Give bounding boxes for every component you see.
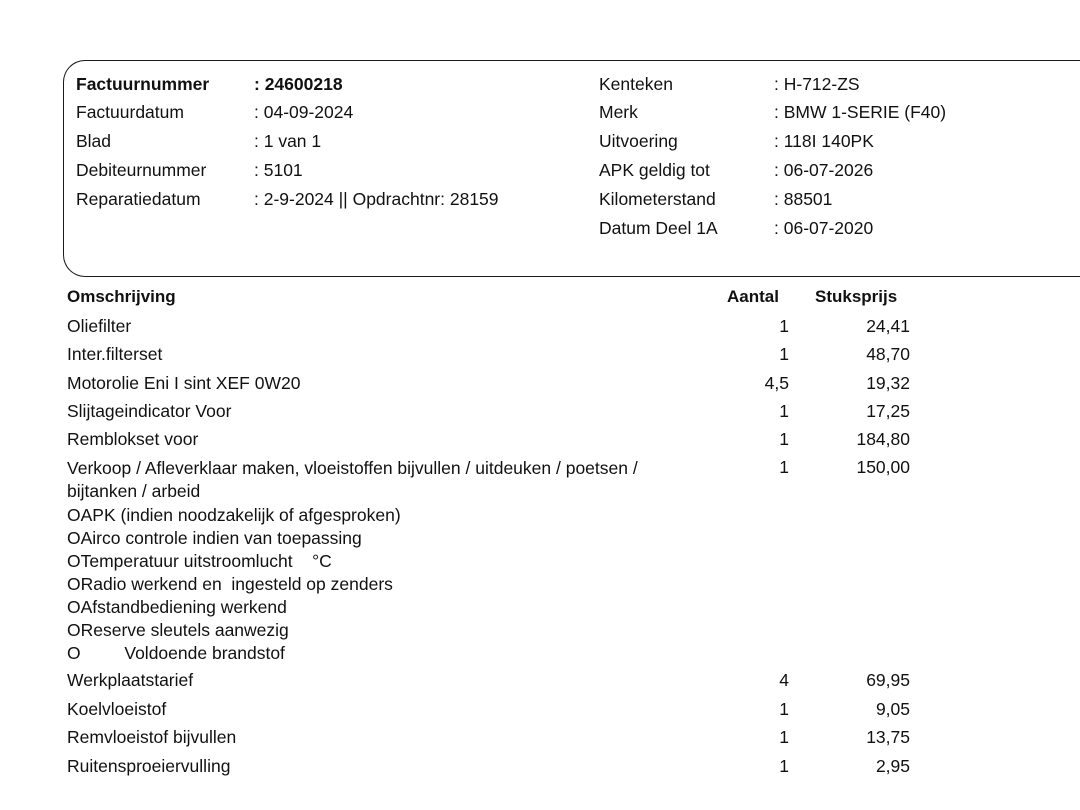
apk-valid-value: : 06-07-2026 [774, 160, 874, 180]
apk-valid-label: APK geldig tot [599, 160, 710, 180]
row-unit-price: 48,70 [866, 344, 910, 364]
row-quantity: 1 [779, 457, 789, 477]
invoice-date-label: Factuurdatum [76, 102, 184, 122]
column-header-unit-price: Stuksprijs [815, 287, 898, 306]
brand-value: : BMW 1-SERIE (F40) [774, 102, 947, 122]
date-part-1a-value: : 06-07-2020 [774, 218, 874, 238]
license-plate-label: Kenteken [599, 74, 673, 94]
invoice-header-box [63, 60, 1080, 277]
checklist-item: OReserve sleutels aanwezig [67, 620, 289, 640]
row-quantity: 4,5 [764, 373, 789, 393]
row-unit-price: 13,75 [866, 727, 910, 747]
row-description: Verkoop / Afleverklaar maken, vloeistoffen bijvullen / uitdeuken / poetsen / bijtanken / arbeid [67, 458, 638, 501]
row-quantity: 1 [779, 316, 789, 336]
row-description: Inter.filterset [67, 344, 163, 364]
row-unit-price: 24,41 [866, 316, 910, 336]
checklist-item: O Voldoende brandstof [67, 643, 285, 663]
row-unit-price: 19,32 [866, 373, 910, 393]
checklist-item: OAPK (indien noodzakelijk of afgesproken) [67, 505, 401, 525]
row-unit-price: 150,00 [856, 457, 910, 477]
page-value: : 1 van 1 [254, 131, 322, 151]
row-quantity: 4 [779, 670, 789, 690]
invoice-date-value: : 04-09-2024 [254, 102, 354, 122]
version-label: Uitvoering [599, 131, 678, 151]
invoice-number-value: : 24600218 [254, 74, 343, 94]
row-unit-price: 17,25 [866, 401, 910, 421]
row-description: Oliefilter [67, 316, 132, 336]
checklist-item: OTemperatuur uitstroomlucht °C [67, 551, 332, 571]
row-description: Ruitensproeiervulling [67, 756, 231, 776]
row-description: Koelvloeistof [67, 699, 167, 719]
row-description: Werkplaatstarief [67, 670, 194, 690]
invoice-number-label: Factuurnummer [76, 74, 210, 94]
row-quantity: 1 [779, 756, 789, 776]
debtor-number-label: Debiteurnummer [76, 160, 207, 180]
row-description: Remvloeistof bijvullen [67, 727, 237, 747]
row-quantity: 1 [779, 699, 789, 719]
row-unit-price: 184,80 [856, 429, 910, 449]
row-description: Remblokset voor [67, 429, 199, 449]
checklist-item: ORadio werkend en ingesteld op zenders [67, 574, 393, 594]
row-quantity: 1 [779, 344, 789, 364]
row-unit-price: 69,95 [866, 670, 910, 690]
repair-date-label: Reparatiedatum [76, 189, 201, 209]
mileage-label: Kilometerstand [599, 189, 716, 209]
page-label: Blad [76, 131, 112, 151]
row-quantity: 1 [779, 727, 789, 747]
row-description: Slijtageindicator Voor [67, 401, 232, 421]
repair-date-value: : 2-9-2024 || Opdrachtnr: 28159 [254, 189, 499, 209]
row-unit-price: 2,95 [875, 756, 910, 776]
checklist-item: OAfstandbediening werkend [67, 597, 287, 617]
version-value: : 118I 140PK [774, 131, 874, 151]
row-unit-price: 9,05 [875, 699, 910, 719]
mileage-value: : 88501 [774, 189, 833, 209]
column-header-quantity: Aantal [727, 287, 779, 306]
debtor-number-value: : 5101 [254, 160, 303, 180]
row-quantity: 1 [779, 401, 789, 421]
row-quantity: 1 [779, 429, 789, 449]
row-description: Motorolie Eni I sint XEF 0W20 [67, 373, 301, 393]
column-header-description: Omschrijving [67, 287, 176, 306]
checklist-item: OAirco controle indien van toepassing [67, 528, 362, 548]
brand-label: Merk [599, 102, 638, 122]
date-part-1a-label: Datum Deel 1A [599, 218, 718, 238]
license-plate-value: : H-712-ZS [774, 74, 860, 94]
